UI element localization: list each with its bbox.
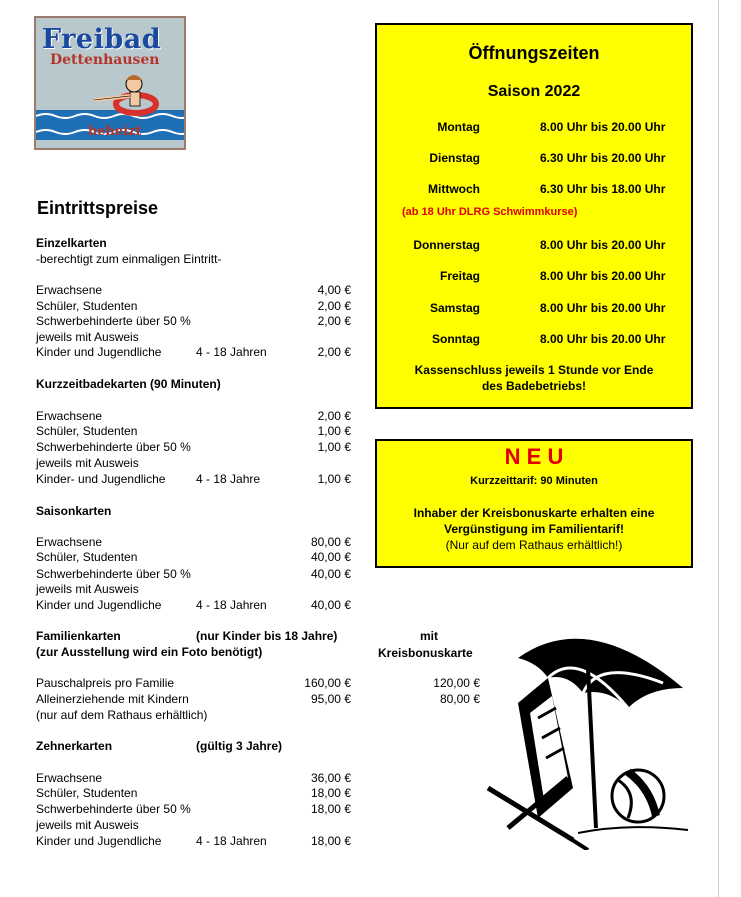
table-row-label: Schüler, Studenten — [36, 550, 138, 564]
table-row-label: Schwerbehinderte über 50 % — [36, 440, 191, 454]
closing-note-line1: Kassenschluss jeweils 1 Stunde vor Ende — [414, 363, 654, 377]
table-row-label: jeweils mit Ausweis — [36, 818, 139, 832]
table-row-label: Kinder und Jugendliche — [36, 834, 162, 848]
prices-title: Eintrittspreise — [37, 198, 159, 218]
table-row-label: Alleinerziehende mit Kindern — [36, 692, 189, 706]
closing-note-line2: des Badebetriebs! — [481, 379, 587, 393]
day-time: 8.00 Uhr bis 20.00 Uhr — [540, 269, 666, 283]
table-row-bonus-price: 80,00 € — [439, 692, 480, 706]
table-row-label: jeweils mit Ausweis — [36, 456, 139, 470]
hours-season: Saison 2022 — [487, 83, 581, 100]
table-row-label: Kinder und Jugendliche — [36, 345, 162, 359]
table-row-price: 18,00 € — [310, 786, 351, 800]
table-row-label: Kinder und Jugendliche — [36, 598, 162, 612]
table-row-price: 1,00 € — [317, 472, 351, 486]
beach-umbrella-icon — [478, 618, 700, 850]
day-time: 6.30 Uhr bis 18.00 Uhr — [540, 182, 666, 196]
table-row-label: jeweils mit Ausweis — [36, 582, 139, 596]
table-row-label: Schwerbehinderte über 50 % — [36, 567, 191, 581]
day-label: Mittwoch — [428, 182, 480, 196]
table-row-price: 160,00 € — [304, 676, 351, 690]
table-row-label: Schwerbehinderte über 50 % — [36, 314, 191, 328]
freibad-logo — [34, 16, 186, 150]
zehner-heading: Zehnerkarten — [36, 739, 113, 753]
opening-hours-box — [375, 23, 693, 409]
bonus-column-header-2: Kreisbonuskarte — [378, 646, 473, 660]
table-row-price: 4,00 € — [317, 283, 351, 297]
day-label: Freitag — [439, 269, 480, 283]
day-time: 8.00 Uhr bis 20.00 Uhr — [540, 120, 666, 134]
day-time: 8.00 Uhr bis 20.00 Uhr — [540, 301, 666, 315]
table-row-age: 4 - 18 Jahre — [196, 472, 261, 486]
news-line1: Inhaber der Kreisbonuskarte erhalten eine — [413, 506, 655, 520]
day-label: Donnerstag — [413, 238, 480, 252]
table-row-price: 1,00 € — [317, 424, 351, 438]
page-edge — [718, 0, 719, 897]
table-row-label: Erwachsene — [36, 535, 103, 549]
saison-heading: Saisonkarten — [36, 504, 112, 518]
news-box — [375, 439, 693, 568]
table-row-price: 2,00 € — [317, 299, 351, 313]
table-row-label: Schwerbehinderte über 50 % — [36, 802, 191, 816]
news-title: N E U — [504, 444, 564, 469]
familie-heading-note: (nur Kinder bis 18 Jahre) — [196, 629, 338, 643]
day-label: Dienstag — [429, 151, 480, 165]
table-row-price: 80,00 € — [310, 535, 351, 549]
table-row-price: 1,00 € — [317, 440, 351, 454]
table-row-label: (nur auf dem Rathaus erhältlich) — [36, 708, 208, 722]
einzel-heading: Einzelkarten — [36, 236, 107, 250]
day-label: Montag — [437, 120, 480, 134]
news-subtitle: Kurzzeittarif: 90 Minuten — [470, 475, 598, 487]
table-row-price: 95,00 € — [310, 692, 351, 706]
table-row-label: Erwachsene — [36, 771, 103, 785]
familie-heading: Familienkarten — [36, 629, 121, 643]
table-row-price: 40,00 € — [310, 550, 351, 564]
table-row-label: Schüler, Studenten — [36, 786, 138, 800]
table-row-label: Erwachsene — [36, 283, 103, 297]
bonus-column-header: mit — [420, 629, 438, 643]
news-line2: Vergünstigung im Familientarif! — [443, 522, 625, 536]
day-label: Sonntag — [432, 332, 480, 346]
table-row-price: 2,00 € — [317, 409, 351, 423]
table-row-price: 40,00 € — [310, 598, 351, 612]
hours-title: Öffnungszeiten — [468, 43, 600, 63]
table-row-price: 40,00 € — [310, 567, 351, 581]
day-label: Samstag — [429, 301, 480, 315]
swimmer-icon — [86, 70, 166, 122]
table-row-age: 4 - 18 Jahren — [196, 345, 267, 359]
day-time: 6.30 Uhr bis 20.00 Uhr — [540, 151, 666, 165]
kurz-heading: Kurzzeitbadekarten (90 Minuten) — [36, 377, 221, 391]
table-row-label: Kinder- und Jugendliche — [36, 472, 166, 486]
table-row-price: 18,00 € — [310, 834, 351, 848]
familie-subheading: (zur Ausstellung wird ein Foto benötigt) — [36, 645, 263, 659]
logo-heated: beheizt — [88, 124, 142, 139]
table-row-age: 4 - 18 Jahren — [196, 834, 267, 848]
day-time: 8.00 Uhr bis 20.00 Uhr — [540, 238, 666, 252]
table-row-bonus-price: 120,00 € — [433, 676, 480, 690]
table-row-label: Schüler, Studenten — [36, 424, 138, 438]
wednesday-note: (ab 18 Uhr DLRG Schwimmkurse) — [402, 206, 578, 218]
zehner-heading-note: (gültig 3 Jahre) — [196, 739, 283, 753]
news-line3: (Nur auf dem Rathaus erhältlich!) — [445, 538, 623, 552]
table-row-price: 18,00 € — [310, 802, 351, 816]
table-row-price: 36,00 € — [310, 771, 351, 785]
table-row-label: Pauschalpreis pro Familie — [36, 676, 175, 690]
einzel-note: -berechtigt zum einmaligen Eintritt- — [36, 252, 222, 266]
day-time: 8.00 Uhr bis 20.00 Uhr — [540, 332, 666, 346]
table-row-label: jeweils mit Ausweis — [36, 330, 139, 344]
table-row-age: 4 - 18 Jahren — [196, 598, 267, 612]
table-row-price: 2,00 € — [317, 314, 351, 328]
logo-title: Freibad — [42, 24, 162, 55]
table-row-price: 2,00 € — [317, 345, 351, 359]
table-row-label: Erwachsene — [36, 409, 103, 423]
table-row-label: Schüler, Studenten — [36, 299, 138, 313]
logo-subtitle: Dettenhausen — [50, 52, 160, 68]
